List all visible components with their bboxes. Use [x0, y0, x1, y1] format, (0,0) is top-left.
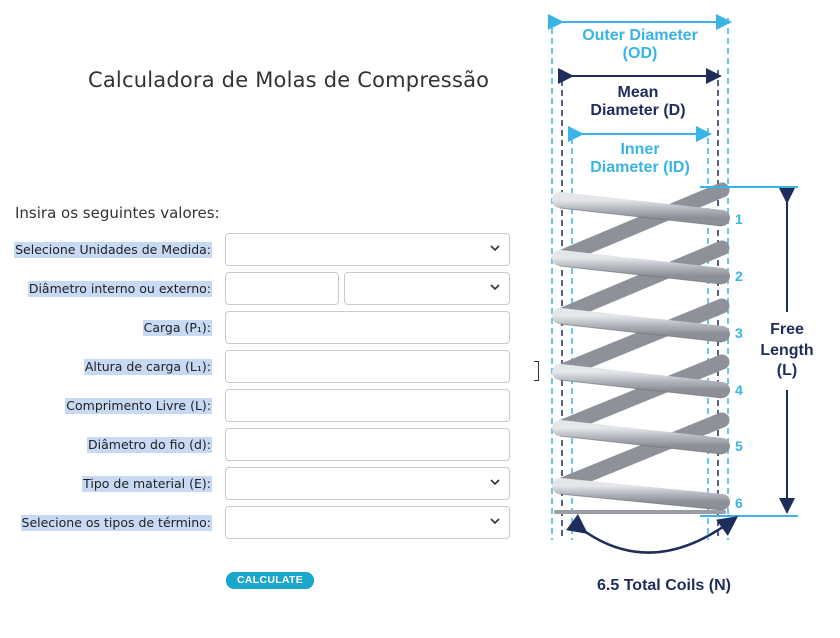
calculate-button[interactable]: CALCULATE [226, 572, 314, 589]
mean-label-2: Diameter (D) [590, 102, 686, 119]
chevron-down-icon [490, 477, 500, 487]
load-row [0, 311, 512, 345]
bracket-marker [534, 361, 539, 381]
total-coils-label: 6.5 Total Coils (N) [597, 577, 731, 594]
chevron-down-icon [490, 243, 500, 253]
intro-text: Insira os seguintes valores: [15, 204, 220, 222]
diameter-input[interactable] [225, 272, 339, 305]
wire-diameter-input[interactable] [225, 428, 510, 461]
end-types-label: Selecione os tipos de término: [21, 515, 211, 530]
material-select[interactable] [225, 467, 510, 500]
load-height-label: Altura de carga (L₁): [84, 359, 211, 374]
spring-diagram [540, 10, 835, 610]
free-length-row [0, 389, 512, 423]
chevron-down-icon [490, 516, 500, 526]
diameter-label: Diâmetro interno ou externo: [28, 281, 211, 296]
coil-number: 6 [735, 495, 743, 511]
coil-number: 3 [735, 325, 743, 341]
diameter-row [0, 272, 512, 306]
od-label-1: Outer Diameter [582, 27, 698, 44]
units-row [0, 233, 512, 267]
chevron-down-icon [490, 282, 500, 292]
diameter-type-select[interactable] [344, 272, 510, 305]
free-length-label-3: (L) [776, 362, 798, 379]
end-types-row [0, 506, 512, 540]
coil-number: 4 [735, 382, 743, 398]
load-label: Carga (P₁): [143, 320, 211, 335]
units-select[interactable] [225, 233, 510, 266]
wire-label: Diâmetro do fio (d): [88, 437, 211, 452]
units-label: Selecione Unidades de Medida: [15, 242, 211, 257]
coil-number: 5 [735, 438, 743, 454]
od-label-2: (OD) [622, 45, 658, 62]
coil-number: 1 [735, 211, 743, 227]
id-label-2: Diameter (ID) [590, 159, 690, 176]
free-length-label-1: Free [770, 321, 804, 338]
end-types-select[interactable] [225, 506, 510, 539]
free-length-input[interactable] [225, 389, 510, 422]
free-length-label: Comprimento Livre (L): [66, 398, 211, 413]
id-label-1: Inner [620, 141, 660, 158]
load-input[interactable] [225, 311, 510, 344]
wire-row [0, 428, 512, 462]
page-title: Calculadora de Molas de Compressão [88, 68, 490, 92]
material-row [0, 467, 512, 501]
load-height-input[interactable] [225, 350, 510, 383]
free-length-label-2: Length [760, 342, 814, 359]
mean-label-1: Mean [617, 84, 659, 101]
spring-coils [556, 190, 724, 512]
load-height-row [0, 350, 512, 384]
coil-number: 2 [735, 268, 743, 284]
total-coils-arc [580, 522, 730, 553]
material-label: Tipo de material (E): [83, 476, 211, 491]
